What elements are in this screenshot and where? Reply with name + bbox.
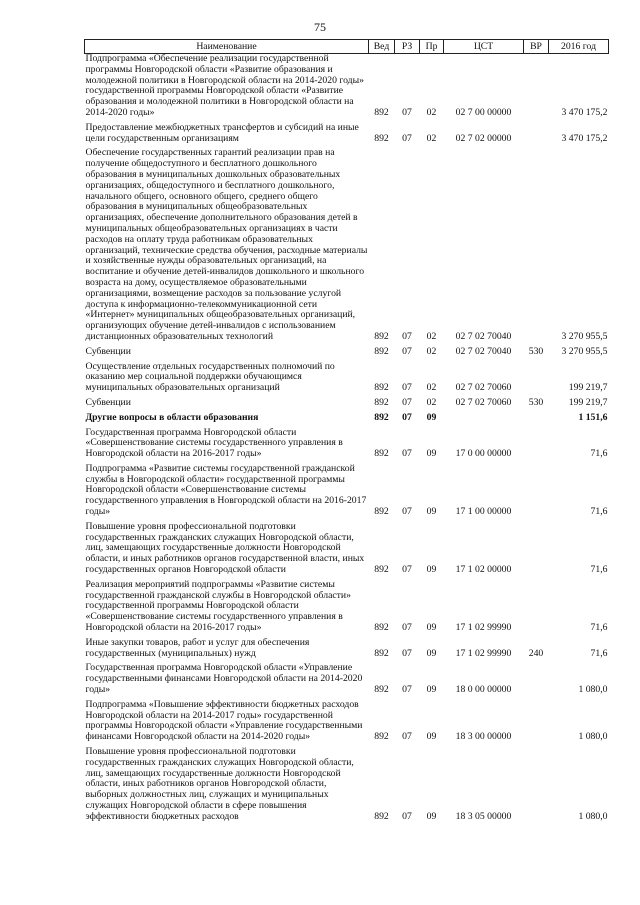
row-cst: 02 7 02 70060 [455,396,512,408]
row-pr: 09 [426,448,437,460]
table-row [85,54,609,120]
row-cst: 02 7 02 00000 [455,132,512,144]
header-cst: ЦСТ [444,40,524,54]
row-rz: 07 [402,810,412,822]
row-ved: 892 [374,106,389,118]
header-name: Наименование [85,40,369,54]
row-vr: 530 [528,396,544,408]
header-rz: РЗ [395,40,420,54]
row-name: Обеспечение государственных гарантий реализации прав на получение общедоступного и бесплатного дошкольного образования в муниципальных дошкольных образовательных организациях, общедоступного и бесплатного дошкольного, начального общего, основного общего, среднего общего образования в муниципальных общеобразовательных организациях, обеспечение дополнительного образования детей в муниципальных общеобразовательных организациях в части расходов на оплату труда работникам образовательных организаций, технические средства обучения, расходные материалы и хозяйственные нужды образовательных организаций, на воспитание и обучение детей-инвалидов дошкольного и школьного возраста на дому, осуществляемое образовательными организациями, возмещение расходов за пользование услугой доступа к информационно-телекоммуникационной сети «Интернет» муниципальных общеобразовательных организаций, организующих обучение детей-инвалидов с использованием дистанционных образовательных технологий [85,147,368,342]
row-ved: 892 [374,684,389,696]
row-cst: 18 3 05 00000 [455,810,512,822]
row-name: Государственная программа Новгородской области «Совершенствование системы государственного управления в Новгородской области на 2016-2017 годы» [85,426,343,460]
row-pr: 02 [426,132,437,144]
row-pr: 02 [426,345,437,357]
row-amount: 3 470 175,2 [561,106,608,118]
row-ved: 892 [374,382,389,394]
row-cst: 17 1 02 00000 [455,564,512,576]
row-rz: 07 [402,647,412,659]
row-rz: 07 [402,330,412,342]
row-vr [524,697,549,744]
row-cst: 02 7 00 00000 [455,106,512,118]
row-name: Государственная программа Новгородской области «Управление государственными финансами Новгородской области на 2014-2020 годы» [85,662,363,696]
row-amount: 1 080,0 [578,684,608,696]
row-ved: 892 [374,411,389,423]
row-pr: 09 [426,622,437,634]
row-pr: 09 [426,506,437,518]
row-vr [524,359,549,395]
row-rz: 07 [402,731,412,743]
row-ved: 892 [374,345,389,357]
row-vr [524,660,549,696]
row-pr: 02 [426,396,437,408]
row-vr [524,425,549,461]
row-name: Субвенции [85,345,131,357]
row-rz: 07 [402,106,412,118]
row-pr: 09 [426,684,437,696]
table-row [85,344,609,359]
row-amount: 3 470 175,2 [561,132,608,144]
table-row [85,577,609,635]
page-number: 75 [314,20,326,34]
row-ved: 892 [374,622,389,634]
row-rz: 07 [402,382,412,394]
row-ved: 892 [374,330,389,342]
row-rz: 07 [402,448,412,460]
row-cst: 18 3 00 00000 [455,731,512,743]
row-rz: 07 [402,684,412,696]
row-amount: 3 270 955,5 [561,330,608,342]
row-amount: 1 080,0 [578,810,608,822]
table-header-row [85,40,609,54]
row-ved: 892 [374,132,389,144]
table-row [85,697,609,744]
row-cst: 02 7 02 70040 [455,345,512,357]
row-vr [524,145,549,343]
row-pr: 02 [426,330,437,342]
row-ved: 892 [374,647,389,659]
row-ved: 892 [374,506,389,518]
row-cst [444,410,524,425]
row-cst: 02 7 02 70060 [455,382,512,394]
table-row [85,425,609,461]
row-rz: 07 [402,622,412,634]
row-pr: 09 [426,647,437,659]
row-amount: 71,6 [590,647,608,659]
row-ved: 892 [374,810,389,822]
row-amount: 71,6 [590,564,608,576]
row-rz: 07 [402,506,412,518]
row-cst: 02 7 02 70040 [455,330,512,342]
table-row [85,145,609,343]
row-vr: 240 [528,647,544,659]
row-ved: 892 [374,396,389,408]
row-cst: 17 1 02 99990 [455,622,512,634]
row-vr [524,410,549,425]
table-row [85,461,609,519]
row-vr [524,120,549,146]
row-name: Повышение уровня профессиональной подготовки государственных гражданских служащих Новгородской области, лиц, замещающих государственные должности Новгородской области, иных работников органов Новгородской области, выборных должностных лиц, служащих и муниципальных служащих Новгородской области в сфере повышения эффективности бюджетных расходов [85,746,354,822]
row-name: Подпрограмма «Повышение эффективности бюджетных расходов Новгородской области на 2014-2017 годы» государственной программы Новгородской области «Управление государственными финансами Новгородской области на 2014-2020 годы» [85,698,363,743]
row-amount: 71,6 [590,506,608,518]
row-pr: 09 [426,564,437,576]
row-name: Осуществление отдельных государственных полномочий по оказанию мер социальной поддержки обучающимся муниципальных образовательных организаций [85,360,335,394]
row-ved: 892 [374,564,389,576]
budget-table [84,39,609,824]
row-vr: 530 [528,345,544,357]
row-pr: 09 [426,810,437,822]
row-rz: 07 [402,396,412,408]
row-cst: 17 1 00 00000 [455,506,512,518]
row-vr [524,54,549,120]
row-name: Иные закупки товаров, работ и услуг для обеспечения государственных (муниципальных) нужд [85,636,310,659]
table-row [85,410,609,425]
row-amount: 71,6 [590,448,608,460]
row-rz: 07 [402,132,412,144]
row-ved: 892 [374,448,389,460]
row-cst: 18 0 00 00000 [455,684,512,696]
header-ved: Вед [369,40,395,54]
row-amount: 199 219,7 [568,382,608,394]
table-row [85,635,609,661]
row-pr: 02 [426,382,437,394]
table-row [85,519,609,577]
row-pr: 09 [426,411,437,423]
table-row [85,359,609,395]
table-body [85,54,609,824]
row-name: Другие вопросы в области образования [85,411,259,423]
row-vr [524,519,549,577]
row-vr [524,461,549,519]
table-row [85,660,609,696]
row-amount: 3 270 955,5 [561,345,608,357]
row-rz: 07 [402,564,412,576]
row-amount: 1 151,6 [578,411,608,423]
row-amount: 199 219,7 [568,396,608,408]
row-cst: 17 1 02 99990 [455,647,512,659]
header-year: 2016 год [549,40,609,54]
row-pr: 09 [426,731,437,743]
row-rz: 07 [402,345,412,357]
header-vr: ВР [524,40,549,54]
row-name: Реализация мероприятий подпрограммы «Развитие системы государственной гражданской службы в Новгородской области» государственной программы Новгородской области «Совершенствование системы государственного управления в Новгородской области на 2016-2017 годы» [85,578,351,634]
row-ved: 892 [374,731,389,743]
row-vr [524,577,549,635]
table-row [85,120,609,146]
row-name: Субвенции [85,396,131,408]
header-pr: Пр [420,40,444,54]
row-name: Предоставление межбюджетных трансфертов и субсидий на иные цели государственным организациям [85,121,359,144]
row-amount: 1 080,0 [578,731,608,743]
row-name: Подпрограмма «Развитие системы государственной гражданской службы в Новгородской области» государственной программы Новгородской области «Совершенствование системы государственного управления в Новгородской области на 2016-2017 годы» [85,462,367,518]
row-name: Подпрограмма «Обеспечение реализации государственной программы Новгородской области «Развитие образования и молодежной политики в Новгородской области на 2014-2020 годы» государственной программы Новгородской области «Развитие образования и молодежной политики в Новгородской области на 2014-2020 годы» [85,53,364,118]
row-vr [524,744,549,824]
row-cst: 17 0 00 00000 [455,448,512,460]
row-amount: 71,6 [590,622,608,634]
row-pr: 02 [426,106,437,118]
table-row [85,744,609,824]
row-rz: 07 [402,411,412,423]
table-row [85,395,609,410]
row-name: Повышение уровня профессиональной подготовки государственных гражданских служащих Новгородской области, лиц, замещающих государственные должности Новгородской области, и иных работников органов государственной власти, иных государственных органов Новгородской области [85,520,365,576]
